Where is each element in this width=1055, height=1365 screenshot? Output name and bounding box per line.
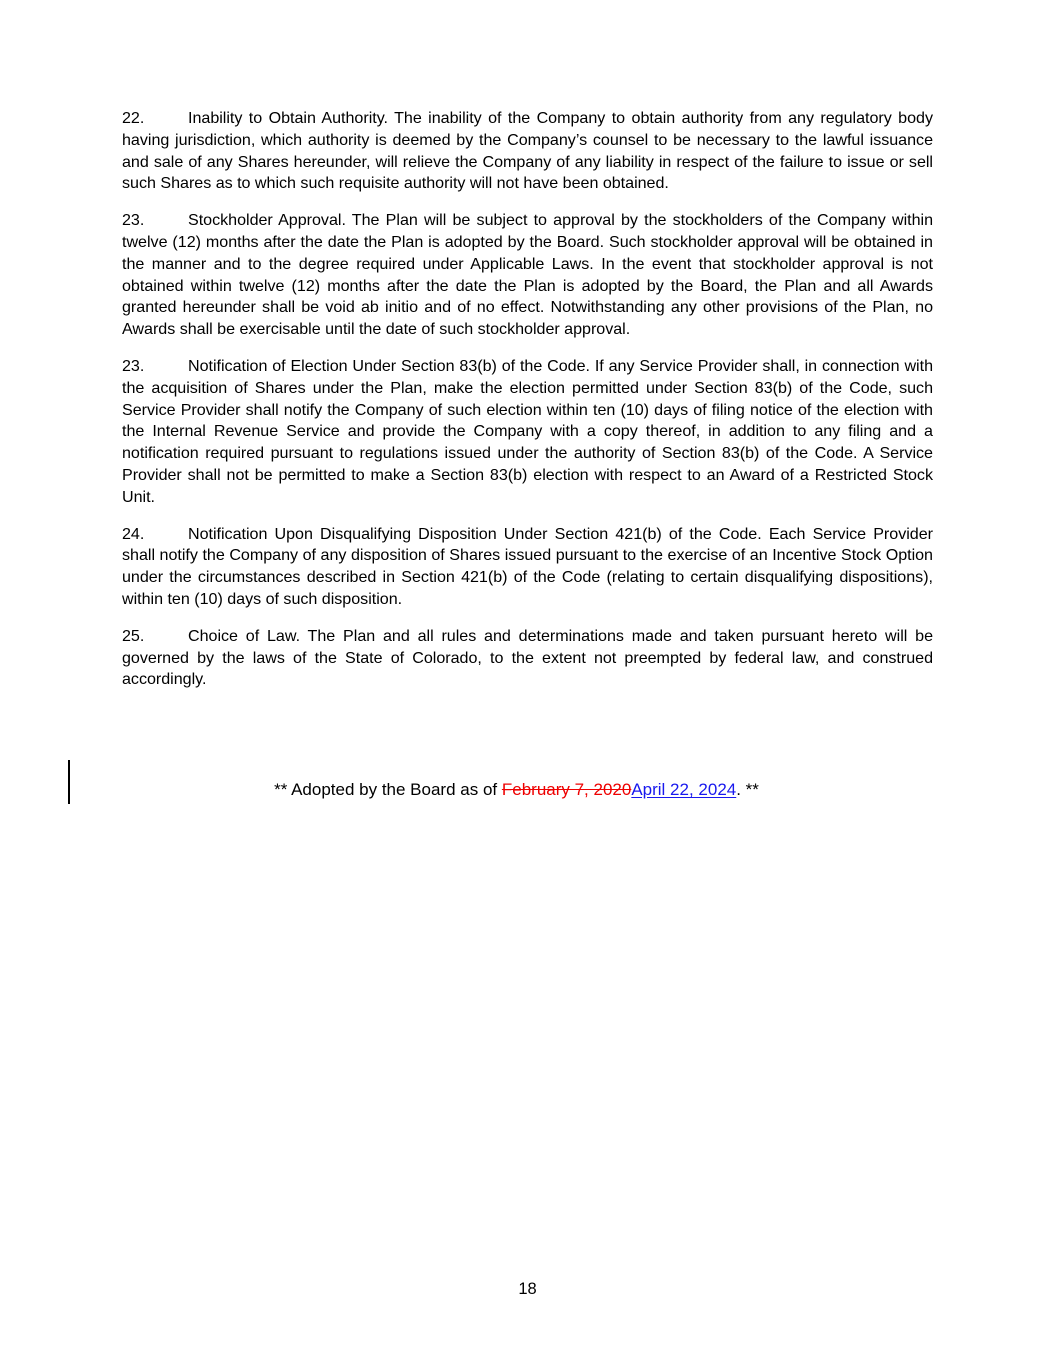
page-number: 18 [518, 1280, 537, 1298]
section-paragraph [122, 108, 933, 195]
adoption-suffix: . ** [736, 780, 759, 799]
section-paragraph [122, 210, 933, 341]
document-body [122, 108, 933, 691]
adoption-statement [122, 779, 933, 801]
section-paragraph [122, 356, 933, 509]
section-number: 23. [122, 211, 145, 230]
adoption-prefix: ** Adopted by the Board as of [274, 780, 502, 799]
section-paragraph [122, 524, 933, 611]
section-number: 25. [122, 626, 145, 645]
deleted-date-text: February 7, 2020 [501, 780, 632, 799]
section-number: 22. [122, 109, 145, 127]
section-number: 24. [122, 524, 145, 543]
revision-change-bar [68, 760, 70, 804]
section-body: Each Service Provider shall notify the Company of any disposition of Shares issued pursuant to the exercise of an Incentive Stock Option under the circumstances described in Section 421(b) of the Code (relating to certain disqualifying dispositions), within ten (10) days of such disposition. [122, 524, 933, 608]
section-body: The Plan and all rules and determinations made and taken pursuant hereto will be governed by the laws of the State of Colorado, to the extent not preempted by federal law, and construed accordingly. [122, 626, 934, 689]
section-body: The inability of the Company to obtain authority from any regulatory body having jurisdiction, which authority is deemed by the Company’s counsel to be necessary to the lawful issuance and sale of any Shares hereunder, will relieve the Company of any liability in respect of the failure to issue or sell such Shares as to which such requisite authority will not have been obtained. [122, 109, 933, 193]
section-heading: Choice of Law. [188, 626, 301, 645]
section-body: The Plan will be subject to approval by the stockholders of the Company within twelve (12) months after the date the Plan is adopted by the Board. Such stockholder approval will be obtained in the manner and to the degree required under Applicable Laws. In the event that stockholder approval is not obtained within twelve (12) months after the date the Plan is adopted by the Board, the Plan and all Awards granted hereunder shall be void ab initio and of no effect. Notwithstanding any other provisions of the Plan, no Awards shall be exercisable until the date of such stockholder approval. [122, 211, 933, 339]
section-number: 23. [122, 356, 145, 375]
section-heading: Notification Upon Disqualifying Disposition Under Section 421(b) of the Code. [188, 524, 762, 543]
section-heading: Notification of Election Under Section 83(b) of the Code. [188, 356, 590, 375]
section-heading: Stockholder Approval. [188, 211, 346, 230]
section-heading: Inability to Obtain Authority. [188, 109, 388, 127]
section-body: If any Service Provider shall, in connection with the acquisition of Shares under the Plan, make the election permitted under Section 83(b) of the Code, such Service Provider shall notify the Company of such election within ten (10) days of filing notice of the election with the Internal Revenue Service and provide the Company with a copy thereof, in addition to any filing and a notification required pursuant to regulations issued under the authority of Section 83(b) of the Code. A Service Provider shall not be permitted to make a Section 83(b) election with respect to an Award of a Restricted Stock Unit. [122, 356, 933, 506]
inserted-date-text: April 22, 2024 [631, 780, 737, 799]
section-paragraph [122, 626, 933, 691]
